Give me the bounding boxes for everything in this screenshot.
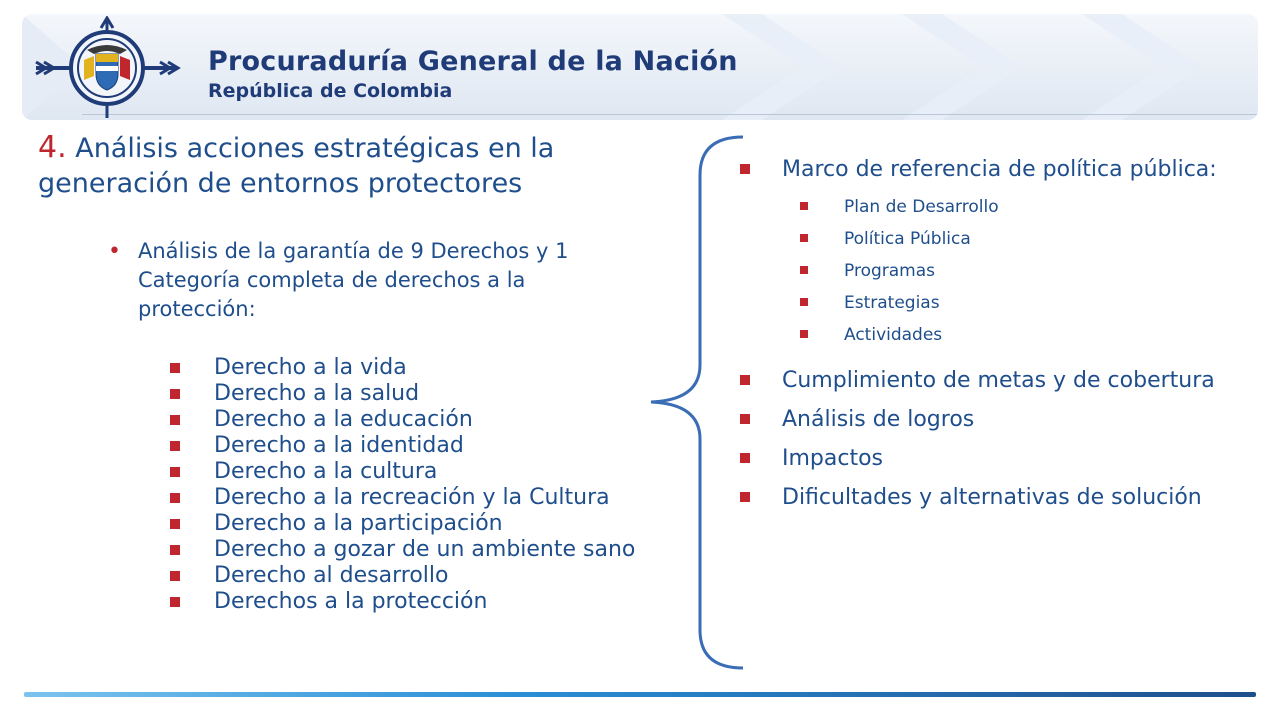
square-bullet-icon [800, 330, 808, 338]
square-bullet-icon [800, 266, 808, 274]
title-text: Análisis acciones estratégicas en la generación de entornos protectores [38, 133, 555, 199]
list-item [166, 381, 646, 407]
list-item-text: Cumplimiento de metas y de cobertura [782, 368, 1215, 393]
square-bullet-icon [170, 441, 180, 451]
rights-list [166, 355, 646, 615]
list-item-text: Marco de referencia de política pública: [782, 157, 1217, 182]
square-bullet-icon [170, 519, 180, 529]
curly-brace-icon [645, 135, 745, 670]
organization-name: Procuraduría General de la Nación [208, 46, 738, 77]
slide-title [38, 130, 658, 201]
list-item-text: Derecho a la cultura [214, 459, 438, 484]
list-item-text: Dificultades y alternativas de solución [782, 485, 1202, 510]
list-item [166, 407, 646, 433]
footer-accent-bar [24, 692, 1256, 697]
institution-emblem-icon [32, 16, 182, 120]
list-item [166, 355, 646, 381]
list-item [166, 433, 646, 459]
organization-country: República de Colombia [208, 80, 453, 102]
square-bullet-icon [800, 234, 808, 242]
list-item [738, 400, 1258, 439]
list-item-text: Estrategias [844, 293, 940, 313]
list-item-text: Actividades [844, 325, 943, 345]
list-item [166, 589, 646, 615]
list-item [166, 485, 646, 511]
list-item [782, 287, 1258, 319]
list-item [738, 361, 1258, 400]
list-item-text: Derecho a la vida [214, 355, 407, 380]
list-item [738, 478, 1258, 517]
square-bullet-icon [740, 375, 750, 385]
square-bullet-icon [170, 363, 180, 373]
square-bullet-icon [170, 597, 180, 607]
list-item [782, 255, 1258, 287]
list-item-text: Plan de Desarrollo [844, 197, 999, 217]
main-bullet-text: Análisis de la garantía de 9 Derechos y 1 Categoría completa de derechos a la protección: [138, 239, 569, 321]
list-item [738, 439, 1258, 478]
list-item-text: Derecho a la salud [214, 381, 420, 406]
list-item [782, 191, 1258, 223]
list-item-text: Programas [844, 261, 936, 281]
right-analysis-list [738, 150, 1258, 517]
list-item [166, 459, 646, 485]
list-item [166, 537, 646, 563]
list-item-text: Impactos [782, 446, 884, 471]
square-bullet-icon [170, 545, 180, 555]
main-bullet [108, 237, 638, 324]
square-bullet-icon [740, 453, 750, 463]
list-item-text: Derecho a gozar de un ambiente sano [214, 537, 636, 562]
list-item-text: Derechos a la protección [214, 589, 488, 614]
policy-sublist [782, 191, 1258, 351]
list-item-text: Análisis de logros [782, 407, 975, 432]
square-bullet-icon [170, 467, 180, 477]
square-bullet-icon [800, 298, 808, 306]
list-item [738, 150, 1258, 351]
square-bullet-icon [170, 415, 180, 425]
list-item [782, 223, 1258, 255]
list-item-text: Derecho al desarrollo [214, 563, 449, 588]
list-item [782, 319, 1258, 351]
title-number: 4. [38, 130, 67, 165]
square-bullet-icon [170, 493, 180, 503]
list-item [166, 511, 646, 537]
list-item-text: Derecho a la identidad [214, 433, 464, 458]
square-bullet-icon [170, 571, 180, 581]
list-item-text: Derecho a la participación [214, 511, 503, 536]
square-bullet-icon [800, 202, 808, 210]
list-item-text: Política Pública [844, 229, 971, 249]
bullet-dot-icon: • [108, 239, 121, 264]
square-bullet-icon [740, 414, 750, 424]
list-item-text: Derecho a la educación [214, 407, 473, 432]
square-bullet-icon [740, 492, 750, 502]
list-item-text: Derecho a la recreación y la Cultura [214, 485, 610, 510]
square-bullet-icon [740, 164, 750, 174]
header-divider [82, 114, 1258, 115]
square-bullet-icon [170, 389, 180, 399]
list-item [166, 563, 646, 589]
header-banner [22, 14, 1258, 120]
